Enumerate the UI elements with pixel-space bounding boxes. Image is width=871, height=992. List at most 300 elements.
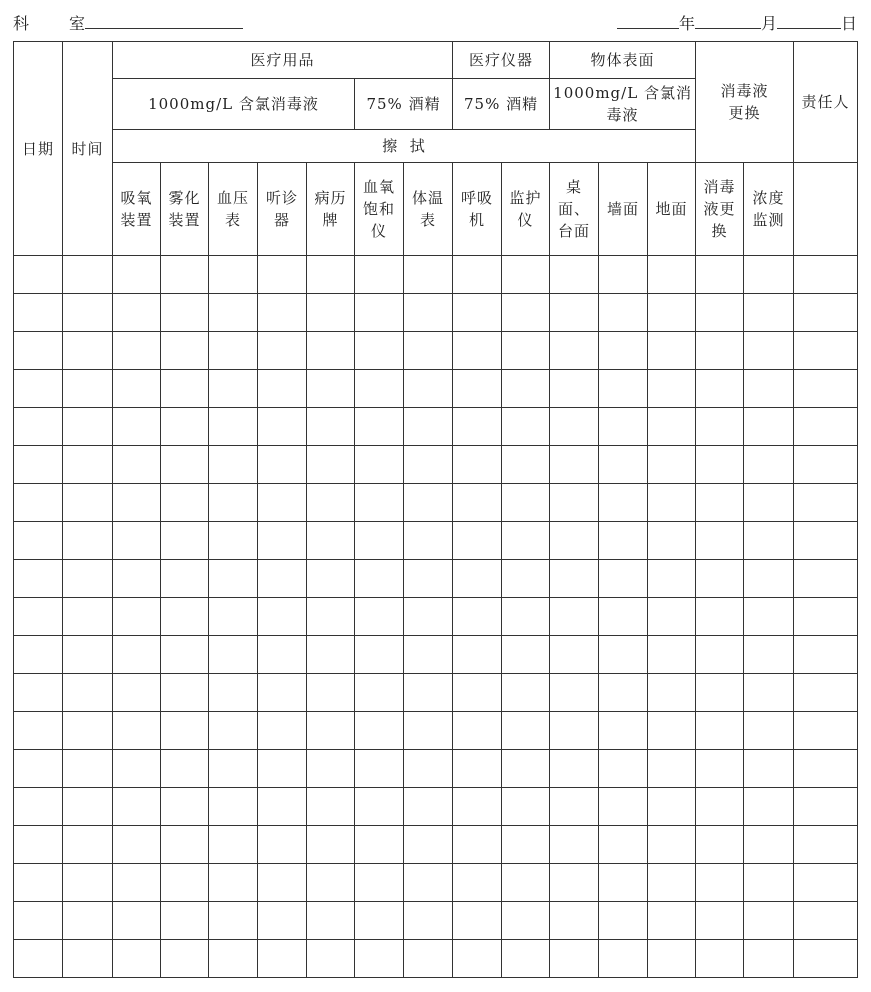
department-blank[interactable] <box>85 10 243 29</box>
table-cell[interactable] <box>113 408 161 446</box>
table-cell[interactable] <box>744 788 794 826</box>
table-cell[interactable] <box>550 484 599 522</box>
table-cell[interactable] <box>744 256 794 294</box>
table-cell[interactable] <box>744 294 794 332</box>
table-cell[interactable] <box>550 712 599 750</box>
table-cell[interactable] <box>307 522 355 560</box>
table-cell[interactable] <box>696 864 744 902</box>
table-cell[interactable] <box>502 598 550 636</box>
table-cell[interactable] <box>599 256 648 294</box>
table-cell[interactable] <box>209 560 258 598</box>
table-cell[interactable] <box>648 332 696 370</box>
table-cell[interactable] <box>113 750 161 788</box>
table-cell[interactable] <box>648 522 696 560</box>
table-cell[interactable] <box>161 826 209 864</box>
table-cell[interactable] <box>404 408 453 446</box>
table-cell[interactable] <box>63 788 113 826</box>
table-cell[interactable] <box>209 674 258 712</box>
table-cell[interactable] <box>794 788 858 826</box>
table-cell[interactable] <box>258 674 307 712</box>
table-cell[interactable] <box>258 750 307 788</box>
table-cell[interactable] <box>550 902 599 940</box>
table-cell[interactable] <box>258 332 307 370</box>
table-cell[interactable] <box>794 294 858 332</box>
table-cell[interactable] <box>355 370 404 408</box>
table-cell[interactable] <box>355 864 404 902</box>
table-cell[interactable] <box>14 674 63 712</box>
table-cell[interactable] <box>648 788 696 826</box>
table-cell[interactable] <box>209 826 258 864</box>
table-cell[interactable] <box>209 484 258 522</box>
table-cell[interactable] <box>404 332 453 370</box>
table-cell[interactable] <box>648 560 696 598</box>
table-cell[interactable] <box>14 332 63 370</box>
table-cell[interactable] <box>696 598 744 636</box>
table-cell[interactable] <box>14 560 63 598</box>
table-cell[interactable] <box>63 484 113 522</box>
table-cell[interactable] <box>453 674 502 712</box>
table-cell[interactable] <box>307 902 355 940</box>
table-cell[interactable] <box>648 864 696 902</box>
table-cell[interactable] <box>113 940 161 978</box>
table-cell[interactable] <box>258 636 307 674</box>
table-cell[interactable] <box>307 560 355 598</box>
table-cell[interactable] <box>696 560 744 598</box>
table-cell[interactable] <box>307 256 355 294</box>
table-cell[interactable] <box>502 750 550 788</box>
table-cell[interactable] <box>307 636 355 674</box>
table-cell[interactable] <box>161 636 209 674</box>
table-cell[interactable] <box>744 598 794 636</box>
table-cell[interactable] <box>209 636 258 674</box>
table-cell[interactable] <box>113 598 161 636</box>
table-cell[interactable] <box>744 864 794 902</box>
table-cell[interactable] <box>307 332 355 370</box>
table-cell[interactable] <box>355 522 404 560</box>
table-cell[interactable] <box>355 332 404 370</box>
table-cell[interactable] <box>113 294 161 332</box>
table-cell[interactable] <box>404 446 453 484</box>
table-cell[interactable] <box>550 408 599 446</box>
table-cell[interactable] <box>307 788 355 826</box>
table-cell[interactable] <box>113 484 161 522</box>
table-cell[interactable] <box>113 864 161 902</box>
table-cell[interactable] <box>113 446 161 484</box>
table-cell[interactable] <box>14 788 63 826</box>
table-cell[interactable] <box>404 826 453 864</box>
table-cell[interactable] <box>404 674 453 712</box>
table-cell[interactable] <box>209 408 258 446</box>
table-cell[interactable] <box>696 522 744 560</box>
table-cell[interactable] <box>113 902 161 940</box>
table-cell[interactable] <box>307 864 355 902</box>
table-cell[interactable] <box>209 712 258 750</box>
table-cell[interactable] <box>63 332 113 370</box>
table-cell[interactable] <box>113 712 161 750</box>
table-cell[interactable] <box>599 484 648 522</box>
table-cell[interactable] <box>696 408 744 446</box>
table-cell[interactable] <box>209 332 258 370</box>
table-cell[interactable] <box>550 332 599 370</box>
table-cell[interactable] <box>404 902 453 940</box>
table-cell[interactable] <box>307 598 355 636</box>
table-cell[interactable] <box>307 750 355 788</box>
table-cell[interactable] <box>209 864 258 902</box>
table-cell[interactable] <box>355 294 404 332</box>
table-cell[interactable] <box>453 370 502 408</box>
table-cell[interactable] <box>209 446 258 484</box>
table-cell[interactable] <box>453 484 502 522</box>
table-cell[interactable] <box>794 484 858 522</box>
table-cell[interactable] <box>113 788 161 826</box>
table-cell[interactable] <box>14 294 63 332</box>
table-cell[interactable] <box>14 256 63 294</box>
table-cell[interactable] <box>161 560 209 598</box>
table-cell[interactable] <box>404 370 453 408</box>
table-cell[interactable] <box>258 560 307 598</box>
table-cell[interactable] <box>648 940 696 978</box>
table-cell[interactable] <box>794 446 858 484</box>
table-cell[interactable] <box>404 712 453 750</box>
table-cell[interactable] <box>696 674 744 712</box>
table-cell[interactable] <box>404 788 453 826</box>
table-cell[interactable] <box>14 370 63 408</box>
table-cell[interactable] <box>404 294 453 332</box>
table-cell[interactable] <box>63 294 113 332</box>
table-cell[interactable] <box>744 636 794 674</box>
table-cell[interactable] <box>696 788 744 826</box>
table-cell[interactable] <box>696 902 744 940</box>
table-cell[interactable] <box>696 636 744 674</box>
table-cell[interactable] <box>502 256 550 294</box>
table-cell[interactable] <box>599 712 648 750</box>
table-cell[interactable] <box>258 484 307 522</box>
table-cell[interactable] <box>744 674 794 712</box>
table-cell[interactable] <box>63 560 113 598</box>
table-cell[interactable] <box>599 826 648 864</box>
table-cell[interactable] <box>258 256 307 294</box>
table-cell[interactable] <box>63 446 113 484</box>
table-cell[interactable] <box>550 294 599 332</box>
table-cell[interactable] <box>744 484 794 522</box>
table-cell[interactable] <box>404 484 453 522</box>
table-cell[interactable] <box>599 864 648 902</box>
table-cell[interactable] <box>550 864 599 902</box>
table-cell[interactable] <box>209 940 258 978</box>
table-cell[interactable] <box>794 826 858 864</box>
table-cell[interactable] <box>599 446 648 484</box>
table-cell[interactable] <box>307 370 355 408</box>
table-cell[interactable] <box>744 750 794 788</box>
table-cell[interactable] <box>209 370 258 408</box>
table-cell[interactable] <box>209 598 258 636</box>
table-cell[interactable] <box>696 446 744 484</box>
table-cell[interactable] <box>744 560 794 598</box>
table-cell[interactable] <box>453 788 502 826</box>
table-cell[interactable] <box>209 294 258 332</box>
table-cell[interactable] <box>63 408 113 446</box>
table-cell[interactable] <box>599 636 648 674</box>
table-cell[interactable] <box>453 522 502 560</box>
table-cell[interactable] <box>63 864 113 902</box>
table-cell[interactable] <box>113 826 161 864</box>
table-cell[interactable] <box>794 712 858 750</box>
table-cell[interactable] <box>404 864 453 902</box>
table-cell[interactable] <box>404 750 453 788</box>
table-cell[interactable] <box>355 712 404 750</box>
table-cell[interactable] <box>744 940 794 978</box>
table-cell[interactable] <box>307 484 355 522</box>
table-cell[interactable] <box>502 712 550 750</box>
table-cell[interactable] <box>502 446 550 484</box>
table-cell[interactable] <box>550 750 599 788</box>
table-cell[interactable] <box>258 712 307 750</box>
table-cell[interactable] <box>550 826 599 864</box>
table-cell[interactable] <box>648 636 696 674</box>
table-cell[interactable] <box>744 826 794 864</box>
table-cell[interactable] <box>14 902 63 940</box>
table-cell[interactable] <box>744 522 794 560</box>
table-cell[interactable] <box>744 332 794 370</box>
table-cell[interactable] <box>307 826 355 864</box>
table-cell[interactable] <box>648 370 696 408</box>
table-cell[interactable] <box>14 750 63 788</box>
table-cell[interactable] <box>794 598 858 636</box>
table-cell[interactable] <box>63 636 113 674</box>
table-cell[interactable] <box>63 940 113 978</box>
table-cell[interactable] <box>453 902 502 940</box>
table-cell[interactable] <box>258 294 307 332</box>
table-cell[interactable] <box>648 750 696 788</box>
table-cell[interactable] <box>355 560 404 598</box>
table-cell[interactable] <box>599 902 648 940</box>
table-cell[interactable] <box>648 826 696 864</box>
table-cell[interactable] <box>161 256 209 294</box>
table-cell[interactable] <box>113 522 161 560</box>
table-cell[interactable] <box>502 332 550 370</box>
table-cell[interactable] <box>307 408 355 446</box>
table-cell[interactable] <box>355 484 404 522</box>
table-cell[interactable] <box>453 940 502 978</box>
table-cell[interactable] <box>63 522 113 560</box>
table-cell[interactable] <box>550 636 599 674</box>
table-cell[interactable] <box>355 826 404 864</box>
table-cell[interactable] <box>161 294 209 332</box>
table-cell[interactable] <box>794 370 858 408</box>
table-cell[interactable] <box>794 940 858 978</box>
table-cell[interactable] <box>794 256 858 294</box>
table-cell[interactable] <box>502 788 550 826</box>
table-cell[interactable] <box>648 712 696 750</box>
table-cell[interactable] <box>161 788 209 826</box>
table-cell[interactable] <box>63 712 113 750</box>
table-cell[interactable] <box>307 940 355 978</box>
table-cell[interactable] <box>453 712 502 750</box>
table-cell[interactable] <box>63 750 113 788</box>
table-cell[interactable] <box>14 598 63 636</box>
table-cell[interactable] <box>161 522 209 560</box>
table-cell[interactable] <box>14 408 63 446</box>
table-cell[interactable] <box>648 674 696 712</box>
table-cell[interactable] <box>161 674 209 712</box>
table-cell[interactable] <box>648 256 696 294</box>
table-cell[interactable] <box>404 598 453 636</box>
table-cell[interactable] <box>453 408 502 446</box>
table-cell[interactable] <box>696 750 744 788</box>
table-cell[interactable] <box>502 294 550 332</box>
table-cell[interactable] <box>502 522 550 560</box>
table-cell[interactable] <box>404 522 453 560</box>
table-cell[interactable] <box>550 674 599 712</box>
table-cell[interactable] <box>550 446 599 484</box>
table-cell[interactable] <box>14 826 63 864</box>
table-cell[interactable] <box>14 940 63 978</box>
table-cell[interactable] <box>550 370 599 408</box>
table-cell[interactable] <box>599 674 648 712</box>
table-cell[interactable] <box>550 560 599 598</box>
table-cell[interactable] <box>307 294 355 332</box>
table-cell[interactable] <box>744 902 794 940</box>
table-cell[interactable] <box>355 750 404 788</box>
table-cell[interactable] <box>453 560 502 598</box>
table-cell[interactable] <box>599 560 648 598</box>
table-cell[interactable] <box>696 294 744 332</box>
table-cell[interactable] <box>258 522 307 560</box>
table-cell[interactable] <box>258 446 307 484</box>
table-cell[interactable] <box>14 712 63 750</box>
table-cell[interactable] <box>696 370 744 408</box>
table-cell[interactable] <box>648 902 696 940</box>
table-cell[interactable] <box>696 940 744 978</box>
table-cell[interactable] <box>209 750 258 788</box>
table-cell[interactable] <box>550 598 599 636</box>
table-cell[interactable] <box>63 674 113 712</box>
table-cell[interactable] <box>307 674 355 712</box>
table-cell[interactable] <box>550 522 599 560</box>
table-cell[interactable] <box>453 826 502 864</box>
table-cell[interactable] <box>502 826 550 864</box>
table-cell[interactable] <box>14 446 63 484</box>
table-cell[interactable] <box>63 902 113 940</box>
table-cell[interactable] <box>599 408 648 446</box>
table-cell[interactable] <box>209 788 258 826</box>
table-cell[interactable] <box>355 598 404 636</box>
table-cell[interactable] <box>648 408 696 446</box>
table-cell[interactable] <box>355 408 404 446</box>
table-cell[interactable] <box>404 560 453 598</box>
table-cell[interactable] <box>794 522 858 560</box>
table-cell[interactable] <box>14 484 63 522</box>
table-cell[interactable] <box>502 408 550 446</box>
table-cell[interactable] <box>599 522 648 560</box>
table-cell[interactable] <box>794 408 858 446</box>
table-cell[interactable] <box>502 864 550 902</box>
month-blank[interactable] <box>695 10 761 29</box>
table-cell[interactable] <box>502 560 550 598</box>
table-cell[interactable] <box>63 256 113 294</box>
table-cell[interactable] <box>453 256 502 294</box>
table-cell[interactable] <box>502 902 550 940</box>
table-cell[interactable] <box>794 332 858 370</box>
table-cell[interactable] <box>63 370 113 408</box>
table-cell[interactable] <box>550 788 599 826</box>
table-cell[interactable] <box>161 484 209 522</box>
table-cell[interactable] <box>599 750 648 788</box>
table-cell[interactable] <box>453 750 502 788</box>
table-cell[interactable] <box>307 446 355 484</box>
table-cell[interactable] <box>161 598 209 636</box>
table-cell[interactable] <box>63 598 113 636</box>
table-cell[interactable] <box>258 370 307 408</box>
table-cell[interactable] <box>696 826 744 864</box>
table-cell[interactable] <box>794 750 858 788</box>
day-blank[interactable] <box>777 10 841 29</box>
table-cell[interactable] <box>599 370 648 408</box>
table-cell[interactable] <box>113 560 161 598</box>
table-cell[interactable] <box>113 332 161 370</box>
table-cell[interactable] <box>599 598 648 636</box>
table-cell[interactable] <box>355 446 404 484</box>
table-cell[interactable] <box>453 294 502 332</box>
table-cell[interactable] <box>355 940 404 978</box>
table-cell[interactable] <box>550 940 599 978</box>
table-cell[interactable] <box>258 788 307 826</box>
table-cell[interactable] <box>355 902 404 940</box>
table-cell[interactable] <box>696 332 744 370</box>
table-cell[interactable] <box>63 826 113 864</box>
table-cell[interactable] <box>14 636 63 674</box>
table-cell[interactable] <box>209 902 258 940</box>
table-cell[interactable] <box>550 256 599 294</box>
table-cell[interactable] <box>161 446 209 484</box>
table-cell[interactable] <box>355 256 404 294</box>
table-cell[interactable] <box>453 636 502 674</box>
table-cell[interactable] <box>794 674 858 712</box>
table-cell[interactable] <box>258 408 307 446</box>
table-cell[interactable] <box>355 636 404 674</box>
table-cell[interactable] <box>794 636 858 674</box>
table-cell[interactable] <box>258 940 307 978</box>
table-cell[interactable] <box>502 636 550 674</box>
table-cell[interactable] <box>696 484 744 522</box>
table-cell[interactable] <box>502 940 550 978</box>
table-cell[interactable] <box>404 940 453 978</box>
table-cell[interactable] <box>113 674 161 712</box>
table-cell[interactable] <box>599 788 648 826</box>
table-cell[interactable] <box>648 294 696 332</box>
table-cell[interactable] <box>744 712 794 750</box>
table-cell[interactable] <box>502 370 550 408</box>
table-cell[interactable] <box>113 370 161 408</box>
table-cell[interactable] <box>794 864 858 902</box>
table-cell[interactable] <box>161 370 209 408</box>
table-cell[interactable] <box>14 864 63 902</box>
table-cell[interactable] <box>453 864 502 902</box>
table-cell[interactable] <box>744 446 794 484</box>
table-cell[interactable] <box>14 522 63 560</box>
table-cell[interactable] <box>258 902 307 940</box>
table-cell[interactable] <box>307 712 355 750</box>
table-cell[interactable] <box>453 598 502 636</box>
table-cell[interactable] <box>113 636 161 674</box>
table-cell[interactable] <box>648 446 696 484</box>
table-cell[interactable] <box>113 256 161 294</box>
table-cell[interactable] <box>453 446 502 484</box>
table-cell[interactable] <box>161 408 209 446</box>
table-cell[interactable] <box>599 940 648 978</box>
table-cell[interactable] <box>502 674 550 712</box>
table-cell[interactable] <box>258 864 307 902</box>
